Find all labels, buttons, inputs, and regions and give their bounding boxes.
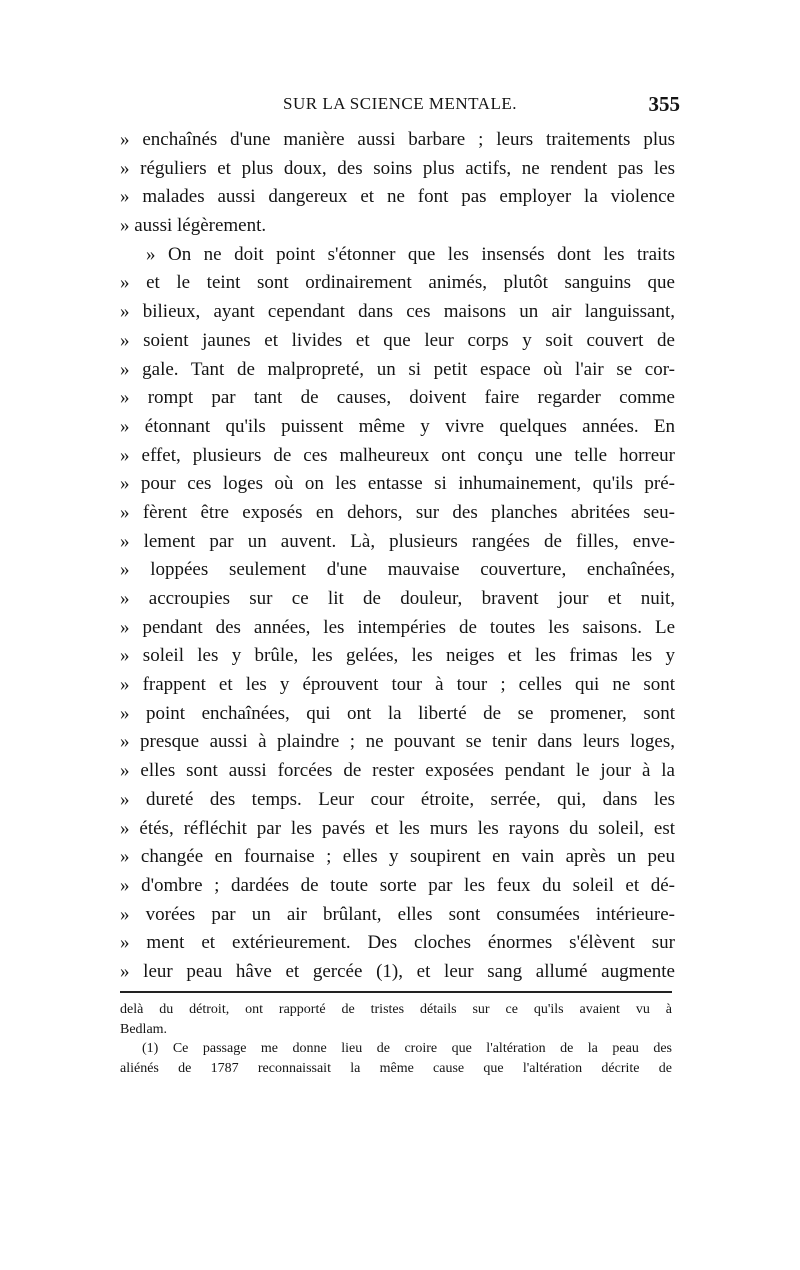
running-head-title: SUR LA SCIENCE MENTALE. xyxy=(283,94,517,113)
text-line: » enchaînés d'une manière aussi barbare ; leurs traitements plus xyxy=(120,129,675,150)
text-line: » On ne doit point s'étonner que les insensés dont les traits xyxy=(146,243,675,265)
footnote-line: Bedlam. xyxy=(120,1021,168,1037)
text-line: » d'ombre ; dardées de toute sorte par les feux du soleil et dé- xyxy=(120,874,675,896)
text-line: » ment et extérieurement. Des cloches énormes s'élèvent sur xyxy=(120,932,675,954)
running-head xyxy=(120,92,680,120)
text-line: » aussi légèrement. xyxy=(120,215,267,237)
text-line: » lement par un auvent. Là, plusieurs rangées de filles, enve- xyxy=(120,530,675,552)
footnotes xyxy=(120,1000,672,1078)
footnote-line: aliénés de 1787 reconnaissait la même cause que l'altération décrite de xyxy=(120,1060,672,1076)
text-line: » effet, plusieurs de ces malheureux ont conçu une telle horreur xyxy=(120,444,675,466)
footnote-line: delà du détroit, ont rapporté de tristes détails sur ce qu'ils avaient vu à xyxy=(120,1002,672,1017)
text-line: » étés, réfléchit par les pavés et les murs les rayons du soleil, est xyxy=(120,817,675,839)
text-line: » elles sont aussi forcées de rester exposées pendant le jour à la xyxy=(120,760,675,782)
text-line: » pour ces loges où on les entasse si inhumainement, qu'ils pré- xyxy=(120,473,675,495)
text-line: » point enchaînées, qui ont la liberté de se promener, sont xyxy=(120,702,675,724)
text-line: » et le teint sont ordinairement animés, plutôt sanguins que xyxy=(120,272,675,294)
text-line: » soleil les y brûle, les gelées, les neiges et les frimas les y xyxy=(120,645,675,667)
text-line: » soient jaunes et livides et que leur corps y soit couvert de xyxy=(120,329,675,351)
text-line: » rompt par tant de causes, doivent faire regarder comme xyxy=(120,387,675,409)
text-line: » loppées seulement d'une mauvaise couverture, enchaînées, xyxy=(120,559,675,581)
text-line: » fèrent être exposés en dehors, sur des planches abritées seu- xyxy=(120,501,675,523)
text-line: » presque aussi à plaindre ; ne pouvant se tenir dans leurs loges, xyxy=(120,731,675,753)
text-line: » gale. Tant de malpropreté, un si petit espace où l'air se cor- xyxy=(120,358,675,380)
footnote-rule xyxy=(120,991,672,993)
text-line: » changée en fournaise ; elles y soupirent en vain après un peu xyxy=(120,846,675,868)
text-line: » réguliers et plus doux, des soins plus actifs, ne rendent pas les xyxy=(120,157,675,179)
body-text xyxy=(120,126,675,987)
text-line: » malades aussi dangereux et ne font pas employer la violence xyxy=(120,186,675,208)
text-line: » dureté des temps. Leur cour étroite, serrée, qui, dans les xyxy=(120,788,675,810)
text-line: » pendant des années, les intempéries de toutes les saisons. Le xyxy=(120,616,675,638)
text-line: » leur peau hâve et gercée (1), et leur sang allumé augmente xyxy=(120,960,675,982)
page-number: 355 xyxy=(648,92,680,116)
text-line: » étonnant qu'ils puissent même y vivre quelques années. En xyxy=(120,415,675,437)
footnote-line: (1) Ce passage me donne lieu de croire que l'altération de la peau des xyxy=(142,1041,672,1056)
text-line: » bilieux, ayant cependant dans ces maisons un air languissant, xyxy=(120,301,675,323)
text-line: » frappent et les y éprouvent tour à tour ; celles qui ne sont xyxy=(120,674,675,696)
text-line: » vorées par un air brûlant, elles sont consumées intérieure- xyxy=(120,903,675,925)
text-line: » accroupies sur ce lit de douleur, bravent jour et nuit, xyxy=(120,588,675,609)
